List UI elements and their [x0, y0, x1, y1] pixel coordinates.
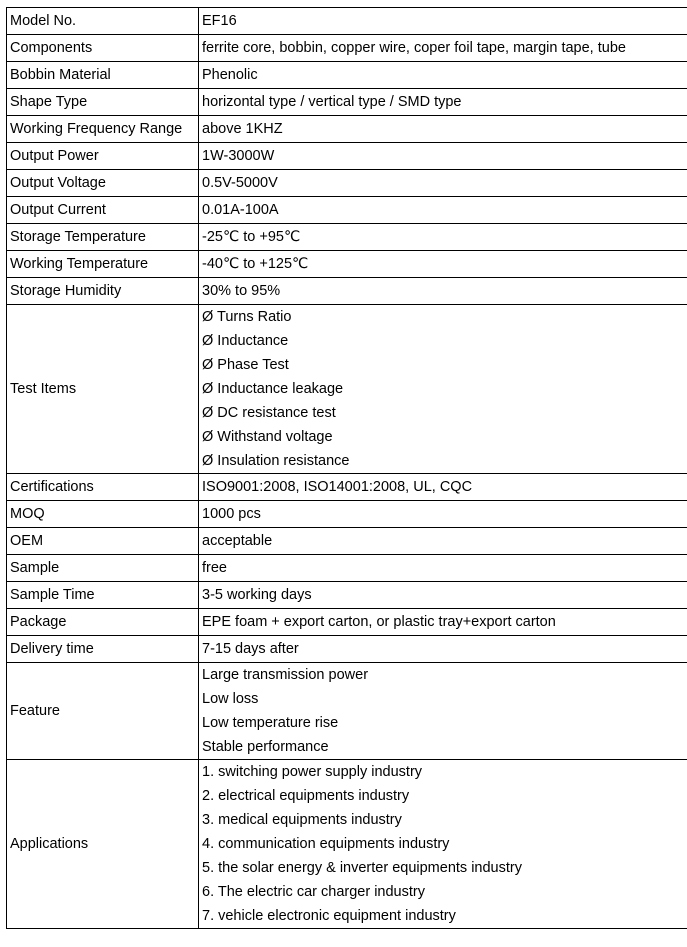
test-items-list	[199, 305, 687, 474]
row-label: Bobbin Material	[7, 62, 199, 89]
row-value: free	[199, 555, 687, 582]
test-item: Ø Inductance	[202, 333, 289, 349]
row-value: 3-5 working days	[199, 582, 687, 609]
row-label: Output Current	[7, 197, 199, 224]
row-value: 7-15 days after	[199, 636, 687, 663]
applications-label: Applications	[7, 760, 199, 929]
row-value: Phenolic	[199, 62, 687, 89]
table-row	[7, 143, 687, 170]
row-label: Working Frequency Range	[7, 116, 199, 143]
row-value: 0.5V-5000V	[199, 170, 687, 197]
application-item: 2. electrical equipments industry	[202, 788, 410, 804]
table-row-applications	[7, 760, 687, 929]
table-row	[7, 636, 687, 663]
feature-item: Large transmission power	[202, 667, 369, 683]
spec-table	[6, 7, 687, 929]
row-label: Output Voltage	[7, 170, 199, 197]
row-value: 1W-3000W	[199, 143, 687, 170]
row-label: Components	[7, 35, 199, 62]
test-item: Ø Withstand voltage	[202, 429, 333, 445]
table-row	[7, 528, 687, 555]
table-row	[7, 555, 687, 582]
table-row	[7, 197, 687, 224]
row-label: Certifications	[7, 474, 199, 501]
row-value: -25℃ to +95℃	[199, 224, 687, 251]
table-row	[7, 35, 687, 62]
row-value: EPE foam + export carton, or plastic tray+export carton	[199, 609, 687, 636]
table-row	[7, 62, 687, 89]
row-label: Model No.	[7, 8, 199, 35]
table-row-test-items	[7, 305, 687, 474]
table-row	[7, 582, 687, 609]
row-label: Storage Humidity	[7, 278, 199, 305]
row-value: EF16	[199, 8, 687, 35]
feature-item: Low temperature rise	[202, 715, 339, 731]
row-label: MOQ	[7, 501, 199, 528]
table-row	[7, 224, 687, 251]
row-value: ISO9001:2008, ISO14001:2008, UL, CQC	[199, 474, 687, 501]
test-items-label: Test Items	[7, 305, 199, 474]
table-row	[7, 278, 687, 305]
test-item: Ø Phase Test	[202, 357, 289, 373]
application-item: 3. medical equipments industry	[202, 812, 402, 828]
row-label: OEM	[7, 528, 199, 555]
table-row	[7, 251, 687, 278]
application-item: 5. the solar energy & inverter equipments industry	[202, 860, 522, 876]
row-value: 1000 pcs	[199, 501, 687, 528]
table-row	[7, 89, 687, 116]
application-item: 7. vehicle electronic equipment industry	[202, 908, 456, 924]
row-value: ferrite core, bobbin, copper wire, coper foil tape, margin tape, tube	[199, 35, 687, 62]
row-label: Working Temperature	[7, 251, 199, 278]
table-row	[7, 8, 687, 35]
table-row	[7, 609, 687, 636]
application-item: 6. The electric car charger industry	[202, 884, 425, 900]
spec-table-body	[7, 8, 687, 929]
row-label: Shape Type	[7, 89, 199, 116]
row-value: horizontal type / vertical type / SMD type	[199, 89, 687, 116]
table-row	[7, 474, 687, 501]
test-item: Ø Inductance leakage	[202, 381, 344, 397]
feature-item: Low loss	[202, 691, 259, 707]
applications-list	[199, 760, 687, 929]
table-row	[7, 116, 687, 143]
feature-label: Feature	[7, 663, 199, 760]
row-label: Package	[7, 609, 199, 636]
row-value: 0.01A-100A	[199, 197, 687, 224]
row-label: Sample Time	[7, 582, 199, 609]
table-row	[7, 170, 687, 197]
test-item: Ø Turns Ratio	[202, 309, 292, 325]
row-value: above 1KHZ	[199, 116, 687, 143]
feature-item: Stable performance	[202, 739, 329, 755]
feature-list	[199, 663, 687, 760]
application-item: 4. communication equipments industry	[202, 836, 450, 852]
row-label: Delivery time	[7, 636, 199, 663]
test-item: Ø Insulation resistance	[202, 453, 350, 469]
row-label: Sample	[7, 555, 199, 582]
test-item: Ø DC resistance test	[202, 405, 336, 421]
row-value: acceptable	[199, 528, 687, 555]
table-row	[7, 501, 687, 528]
row-value: 30% to 95%	[199, 278, 687, 305]
application-item: 1. switching power supply industry	[202, 764, 423, 780]
row-value: -40℃ to +125℃	[199, 251, 687, 278]
row-label: Output Power	[7, 143, 199, 170]
table-row-feature	[7, 663, 687, 760]
row-label: Storage Temperature	[7, 224, 199, 251]
